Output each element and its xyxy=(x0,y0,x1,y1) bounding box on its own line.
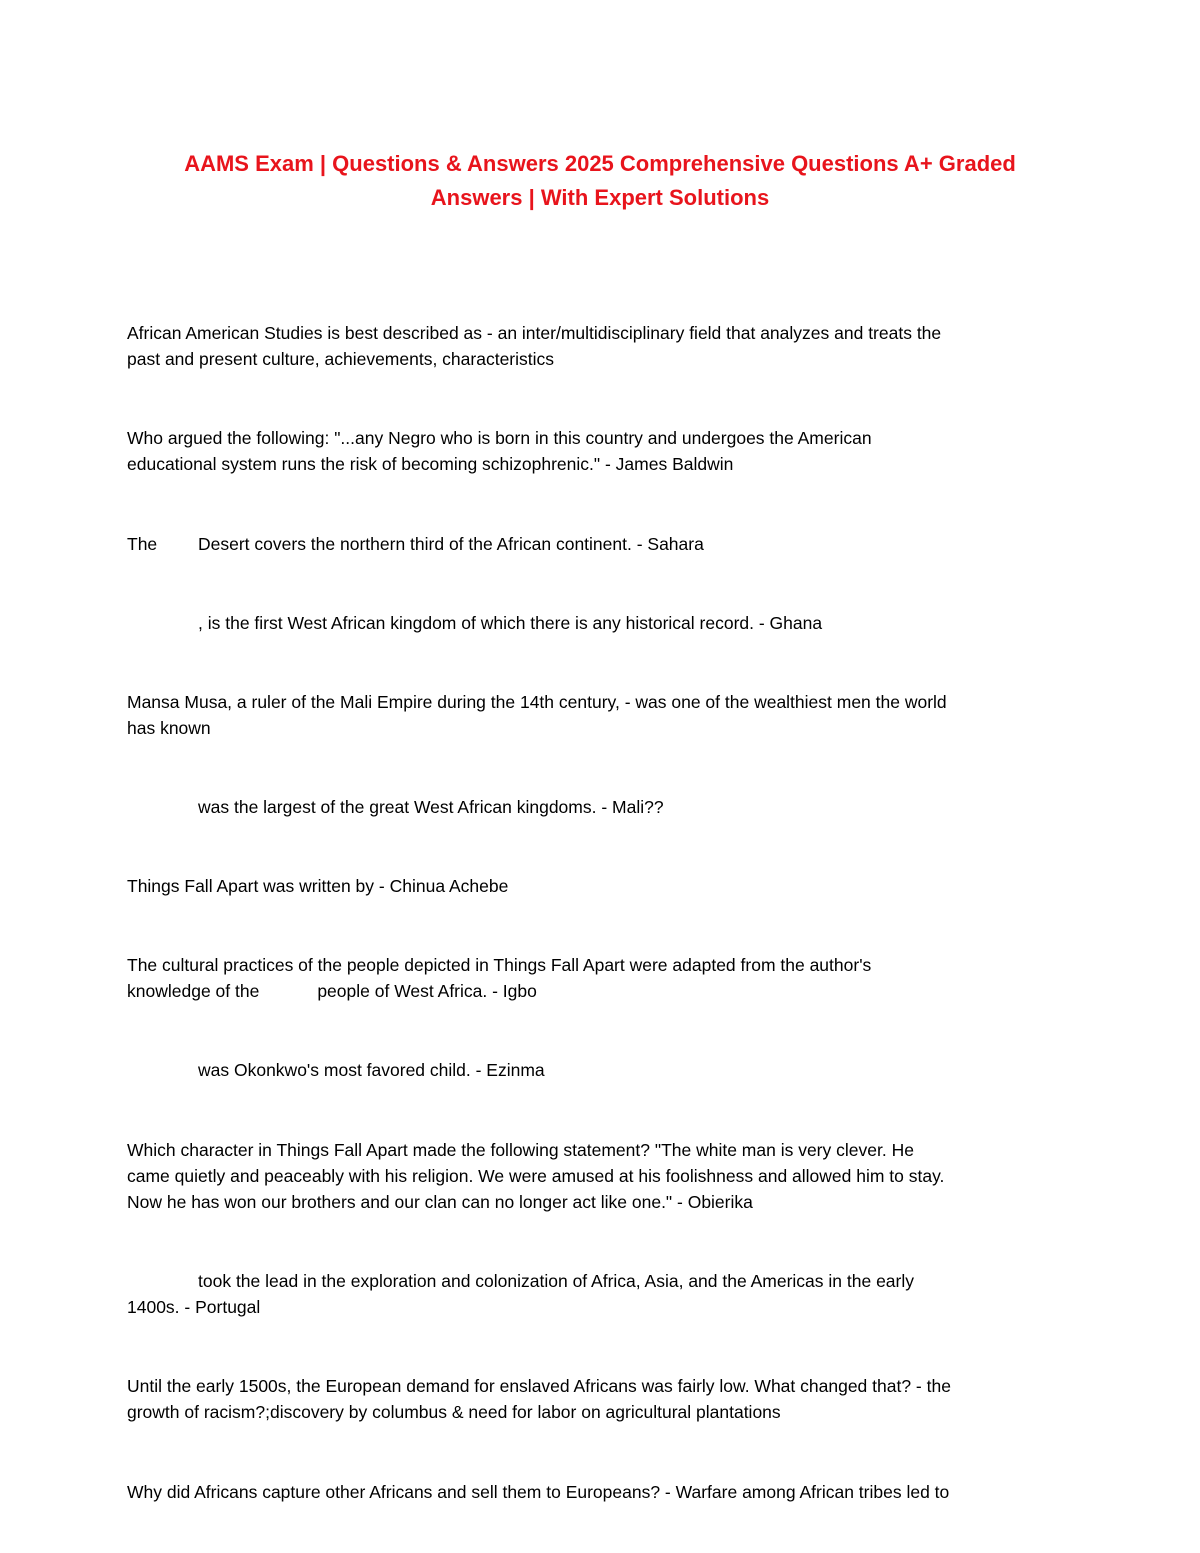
title-line-2: Answers | With Expert Solutions xyxy=(430,185,770,210)
qa-item: African American Studies is best described as - an inter/multidisciplinary field that analyzes and treats the past and present culture, achievements, characteristics xyxy=(127,323,942,369)
qa-item: The cultural practices of the people depicted in Things Fall Apart were adapted from the author's knowledge of the people of West Africa. - Igbo xyxy=(127,955,872,1001)
qa-item: Which character in Things Fall Apart made the following statement? "The white man is very clever. He came quietly and peaceably with his religion. We were amused at his foolishness and allowed him to stay. Now he has won our brothers and our clan can no longer act like one." - Obierika xyxy=(127,1140,945,1212)
qa-item: Until the early 1500s, the European demand for enslaved Africans was fairly low. What changed that? - the growth of racism?;discovery by columbus & need for labor on agricultural plantations xyxy=(127,1376,951,1422)
qa-item: took the lead in the exploration and colonization of Africa, Asia, and the Americas in the early 1400s. - Portugal xyxy=(127,1271,914,1317)
title-line-1: AAMS Exam | Questions & Answers 2025 Comprehensive Questions A+ Graded xyxy=(184,151,1016,176)
document-title xyxy=(100,147,1100,215)
qa-item: Things Fall Apart was written by - Chinua Achebe xyxy=(127,876,509,896)
qa-item: Mansa Musa, a ruler of the Mali Empire during the 14th century, - was one of the wealthiest men the world has known xyxy=(127,692,947,738)
qa-item: was the largest of the great West African kingdoms. - Mali?? xyxy=(198,797,664,817)
qa-item: was Okonkwo's most favored child. - Ezinma xyxy=(198,1060,545,1080)
qa-item: The Desert covers the northern third of the African continent. - Sahara xyxy=(127,534,704,554)
qa-item: Why did Africans capture other Africans and sell them to Europeans? - Warfare among African tribes led to xyxy=(127,1482,950,1502)
qa-item: , is the first West African kingdom of which there is any historical record. - Ghana xyxy=(198,613,823,633)
qa-item: Who argued the following: "...any Negro who is born in this country and undergoes the American educational system runs the risk of becoming schizophrenic." - James Baldwin xyxy=(127,428,872,474)
